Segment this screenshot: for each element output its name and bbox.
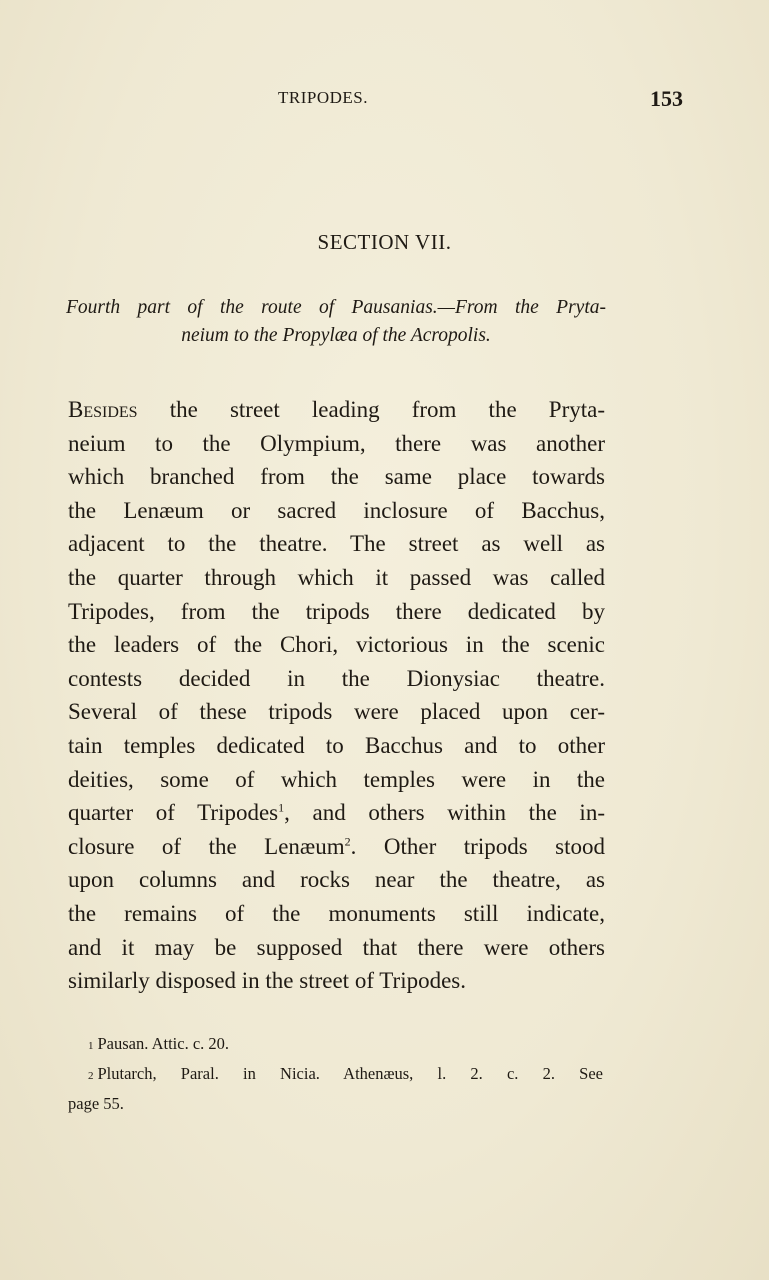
text-line [68, 796, 605, 830]
section-title: SECTION VII. [317, 230, 452, 254]
text-segment: closure of the Lenæum [68, 833, 345, 859]
text-line: Several of these tripods were placed upon cer- [68, 699, 605, 725]
text-segment: . Other tripods stood [350, 833, 605, 859]
footnotes [68, 1030, 603, 1117]
footnote-text: page 55. [68, 1094, 124, 1113]
text-line: neium to the Olympium, there was another [68, 430, 605, 456]
body-paragraph [68, 393, 605, 998]
running-title: TRIPODES. [278, 88, 368, 107]
text-line [68, 830, 605, 864]
text-line: Tripodes, from the tripods there dedicated by [68, 598, 605, 624]
text-line: the Lenæum or sacred inclosure of Bacchus, [68, 497, 605, 523]
text-segment: the street leading from the Pryta- [137, 397, 605, 422]
section-subtitle [66, 294, 606, 350]
footnote [68, 1060, 603, 1090]
text-line: and it may be supposed that there were others [68, 934, 605, 960]
text-line: similarly disposed in the street of Tripodes. [68, 968, 467, 994]
text-line: upon columns and rocks near the theatre, as [68, 867, 605, 893]
footnote-ref: 2 [344, 834, 351, 849]
text-segment: , and others within the in- [284, 800, 605, 826]
text-line: deities, some of which temples were in the [68, 766, 605, 792]
text-line: adjacent to the theatre. The street as well as [68, 531, 605, 557]
text-line: which branched from the same place towards [68, 464, 605, 490]
text-line: tain temples dedicated to Bacchus and to other [68, 732, 605, 758]
footnote-text: Plutarch, Paral. in Nicia. Athenæus, l. 2. c. 2. See [97, 1064, 603, 1083]
text-line: the remains of the monuments still indicate, [68, 900, 605, 926]
text-line: contests decided in the Dionysiac theatre. [68, 665, 605, 691]
text-line [68, 393, 605, 427]
page-number: 153 [650, 86, 683, 111]
footnote [68, 1030, 603, 1060]
subtitle-line: neium to the Propylæa of the Acropolis. [181, 325, 491, 346]
text-segment: quarter of Tripodes [68, 800, 279, 826]
footnote-ref: 1 [278, 800, 285, 815]
footnote-text: Pausan. Attic. c. 20. [97, 1034, 230, 1053]
text-line: the quarter through which it passed was called [68, 564, 605, 590]
text-line: the leaders of the Chori, victorious in the scenic [68, 632, 605, 658]
footnote-continuation [68, 1090, 603, 1117]
footnote-mark: 2 [88, 1070, 94, 1082]
footnote-mark: 1 [88, 1040, 94, 1052]
subtitle-line: Fourth part of the route of Pausanias.—From the Pryta- [66, 297, 606, 318]
drop-word: Besides [68, 397, 138, 422]
